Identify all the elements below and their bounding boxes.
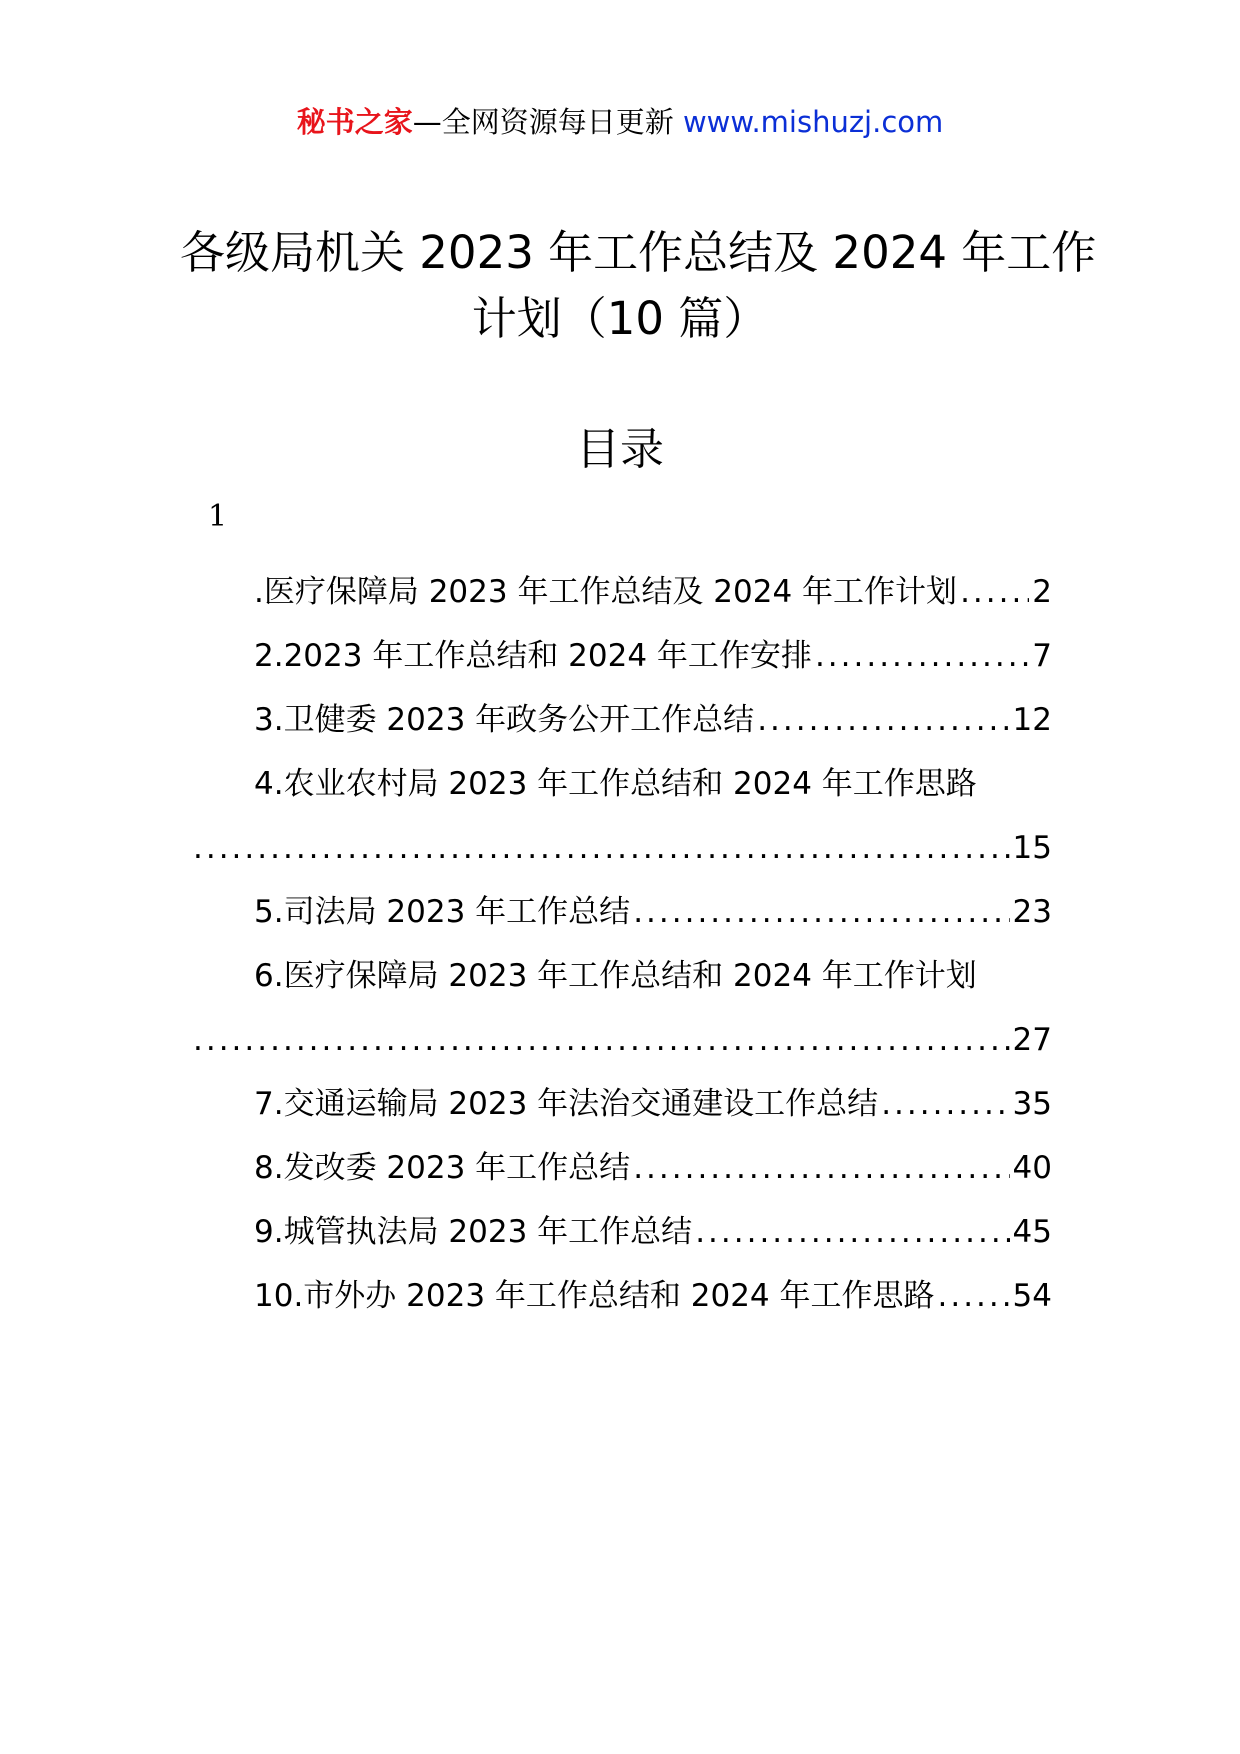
toc-entry[interactable] xyxy=(190,1136,1052,1200)
toc-page-number[interactable]: 27 xyxy=(1012,1022,1052,1058)
toc-dot-leader xyxy=(881,1072,1009,1136)
toc-entry[interactable] xyxy=(190,688,1052,752)
toc-page-number[interactable]: 45 xyxy=(1012,1214,1052,1250)
toc-entry-title[interactable]: 10.市外办 2023 年工作总结和 2024 年工作思路 xyxy=(254,1278,935,1314)
toc-entry-title[interactable]: 8.发改委 2023 年工作总结 xyxy=(254,1150,631,1186)
toc-entry-title[interactable]: .医疗保障局 2023 年工作总结及 2024 年工作计划 xyxy=(254,574,958,610)
toc-entry-title[interactable]: 4.农业农村局 2023 年工作总结和 2024 年工作思路 xyxy=(254,766,977,802)
toc-dot-leader xyxy=(938,1264,1010,1328)
document-title-line-2: 计划（10 篇） xyxy=(471,292,769,345)
site-header xyxy=(0,100,1240,144)
toc-dot-leader xyxy=(695,1200,1009,1264)
toc-entry-title[interactable]: 7.交通运输局 2023 年法治交通建设工作总结 xyxy=(254,1086,879,1122)
toc-page-number[interactable]: 54 xyxy=(1012,1278,1052,1314)
toc-entry[interactable] xyxy=(190,752,1052,880)
toc-page-number[interactable]: 2 xyxy=(1032,574,1052,610)
site-slogan: —全网资源每日更新 xyxy=(412,105,674,139)
document-title-line-1: 各级局机关 2023 年工作总结及 2024 年工作 xyxy=(180,226,1097,279)
toc-heading: 目录 xyxy=(576,424,664,475)
toc-entry-title[interactable]: 3.卫健委 2023 年政务公开工作总结 xyxy=(254,702,755,738)
toc-dot-leader xyxy=(193,816,1010,880)
toc-dot-leader xyxy=(757,688,1009,752)
toc-page-number[interactable]: 7 xyxy=(1032,638,1052,674)
toc-entry-title[interactable]: 6.医疗保障局 2023 年工作总结和 2024 年工作计划 xyxy=(254,958,977,994)
toc-entry[interactable] xyxy=(190,1200,1052,1264)
toc-page-number[interactable]: 35 xyxy=(1012,1086,1052,1122)
toc-entry-title[interactable]: 2.2023 年工作总结和 2024 年工作安排 xyxy=(254,638,812,674)
site-brand: 秘书之家 xyxy=(296,105,413,139)
toc-page-number[interactable]: 23 xyxy=(1012,894,1052,930)
toc-page-number[interactable]: 12 xyxy=(1012,702,1052,738)
toc-dot-leader xyxy=(960,560,1029,624)
table-of-contents xyxy=(190,560,1052,1328)
toc-entry-title[interactable]: 5.司法局 2023 年工作总结 xyxy=(254,894,631,930)
toc-entry[interactable] xyxy=(190,1264,1052,1328)
toc-dot-leader xyxy=(815,624,1029,688)
toc-dot-leader xyxy=(633,880,1009,944)
toc-entry[interactable] xyxy=(190,1072,1052,1136)
toc-entry[interactable] xyxy=(190,944,1052,1072)
toc-dot-leader xyxy=(193,1008,1010,1072)
document-title xyxy=(180,220,1097,352)
toc-entry-title[interactable]: 9.城管执法局 2023 年工作总结 xyxy=(254,1214,693,1250)
toc-dot-leader xyxy=(633,1136,1009,1200)
toc-stray-number: 1 xyxy=(208,499,228,534)
toc-entry[interactable] xyxy=(190,624,1052,688)
toc-page-number[interactable]: 40 xyxy=(1012,1150,1052,1186)
toc-entry[interactable] xyxy=(190,880,1052,944)
site-url-link[interactable]: www.mishuzj.com xyxy=(682,105,944,139)
toc-entry[interactable] xyxy=(190,560,1052,624)
toc-page-number[interactable]: 15 xyxy=(1012,830,1052,866)
